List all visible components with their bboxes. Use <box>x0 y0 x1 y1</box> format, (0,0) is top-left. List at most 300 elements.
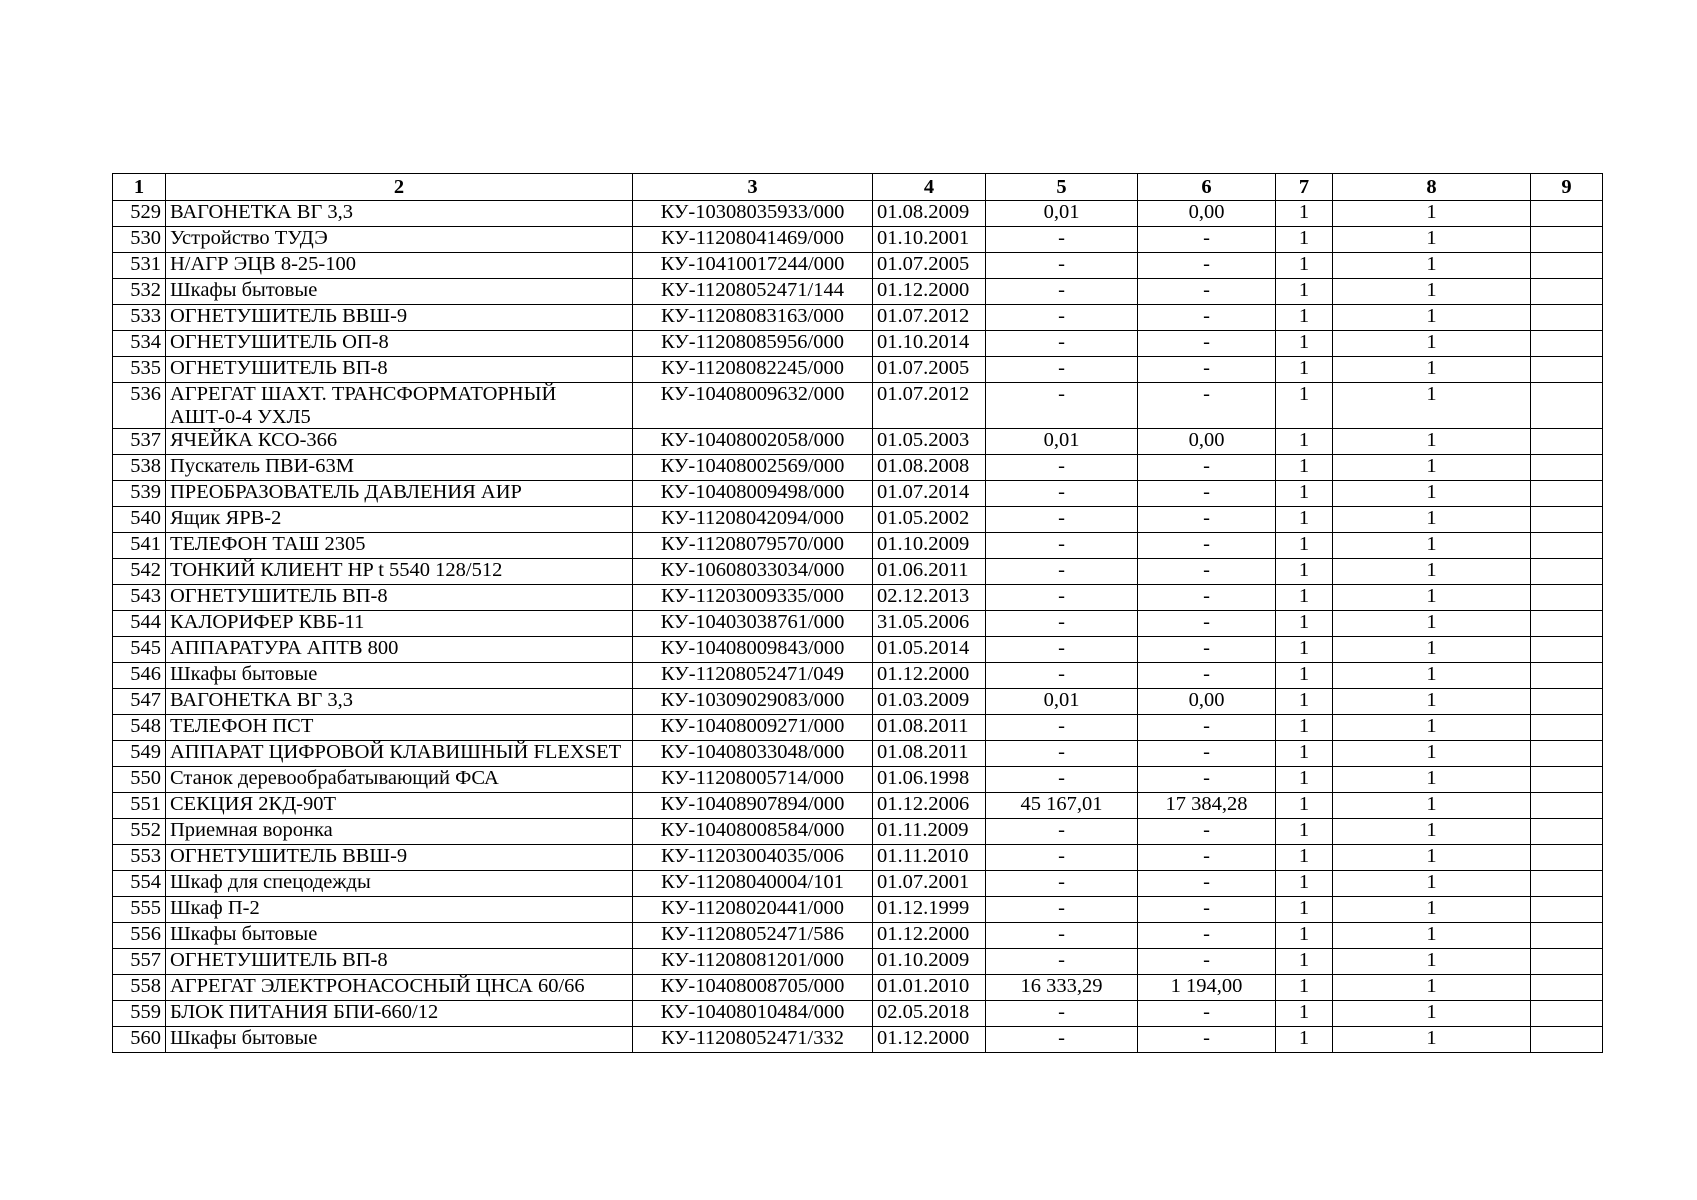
value-col-9 <box>1531 715 1603 741</box>
date-cell: 01.07.2012 <box>873 383 986 429</box>
value-col-8: 1 <box>1333 897 1531 923</box>
inventory-number: КУ-11208040004/101 <box>633 871 873 897</box>
date-cell: 01.08.2011 <box>873 715 986 741</box>
value-col-6: - <box>1138 455 1276 481</box>
item-name: Н/АГР ЭЦВ 8-25-100 <box>166 253 633 279</box>
date-cell: 01.12.2000 <box>873 923 986 949</box>
row-number: 539 <box>113 481 166 507</box>
value-col-6: - <box>1138 871 1276 897</box>
date-cell: 01.12.2000 <box>873 1027 986 1053</box>
inventory-number: КУ-11208005714/000 <box>633 767 873 793</box>
table-row <box>113 533 1603 559</box>
value-col-5: - <box>986 611 1138 637</box>
value-col-7: 1 <box>1276 793 1333 819</box>
item-name: СЕКЦИЯ 2КД-90Т <box>166 793 633 819</box>
row-number: 531 <box>113 253 166 279</box>
inventory-number: КУ-10408009498/000 <box>633 481 873 507</box>
row-number: 532 <box>113 279 166 305</box>
value-col-7: 1 <box>1276 559 1333 585</box>
value-col-5: - <box>986 253 1138 279</box>
inventory-number: КУ-11203009335/000 <box>633 585 873 611</box>
value-col-9 <box>1531 559 1603 585</box>
inventory-number: КУ-10408010484/000 <box>633 1001 873 1027</box>
item-name: Устройство ТУДЭ <box>166 227 633 253</box>
value-col-8: 1 <box>1333 455 1531 481</box>
value-col-5: - <box>986 949 1138 975</box>
item-name: Приемная воронка <box>166 819 633 845</box>
date-cell: 01.11.2010 <box>873 845 986 871</box>
date-cell: 01.07.2001 <box>873 871 986 897</box>
date-cell: 01.10.2001 <box>873 227 986 253</box>
item-name: АППАРАТ ЦИФРОВОЙ КЛАВИШНЫЙ FLEXSET <box>166 741 633 767</box>
value-col-8: 1 <box>1333 279 1531 305</box>
table-row <box>113 305 1603 331</box>
row-number: 545 <box>113 637 166 663</box>
value-col-9 <box>1531 819 1603 845</box>
value-col-7: 1 <box>1276 533 1333 559</box>
inventory-number: КУ-10408009843/000 <box>633 637 873 663</box>
value-col-5: - <box>986 1027 1138 1053</box>
value-col-6: - <box>1138 279 1276 305</box>
inventory-number: КУ-10408907894/000 <box>633 793 873 819</box>
value-col-7: 1 <box>1276 819 1333 845</box>
value-col-6: - <box>1138 663 1276 689</box>
date-cell: 01.06.1998 <box>873 767 986 793</box>
value-col-8: 1 <box>1333 429 1531 455</box>
value-col-5: - <box>986 227 1138 253</box>
value-col-5: - <box>986 357 1138 383</box>
value-col-7: 1 <box>1276 279 1333 305</box>
date-cell: 01.12.2000 <box>873 279 986 305</box>
value-col-9 <box>1531 845 1603 871</box>
table-row <box>113 715 1603 741</box>
inventory-number: КУ-11208082245/000 <box>633 357 873 383</box>
item-name: ПРЕОБРАЗОВАТЕЛЬ ДАВЛЕНИЯ АИР <box>166 481 633 507</box>
row-number: 537 <box>113 429 166 455</box>
value-col-7: 1 <box>1276 741 1333 767</box>
inventory-number: КУ-10408033048/000 <box>633 741 873 767</box>
value-col-5: - <box>986 507 1138 533</box>
table-row <box>113 227 1603 253</box>
value-col-6: - <box>1138 533 1276 559</box>
table-row <box>113 611 1603 637</box>
value-col-7: 1 <box>1276 767 1333 793</box>
inventory-number: КУ-10408008584/000 <box>633 819 873 845</box>
item-name: ТЕЛЕФОН ПСТ <box>166 715 633 741</box>
value-col-6: - <box>1138 819 1276 845</box>
column-header: 4 <box>873 174 986 201</box>
date-cell: 01.07.2014 <box>873 481 986 507</box>
table-row <box>113 663 1603 689</box>
column-header: 6 <box>1138 174 1276 201</box>
value-col-5: - <box>986 383 1138 429</box>
value-col-8: 1 <box>1333 611 1531 637</box>
table-row <box>113 1027 1603 1053</box>
value-col-6: - <box>1138 1027 1276 1053</box>
table-row <box>113 897 1603 923</box>
value-col-9 <box>1531 767 1603 793</box>
value-col-7: 1 <box>1276 663 1333 689</box>
row-number: 556 <box>113 923 166 949</box>
table-row <box>113 429 1603 455</box>
value-col-6: - <box>1138 741 1276 767</box>
inventory-number: КУ-10408009271/000 <box>633 715 873 741</box>
item-name: Шкаф для спецодежды <box>166 871 633 897</box>
item-name: ВАГОНЕТКА ВГ 3,3 <box>166 201 633 227</box>
value-col-7: 1 <box>1276 507 1333 533</box>
value-col-8: 1 <box>1333 637 1531 663</box>
date-cell: 01.07.2005 <box>873 357 986 383</box>
value-col-5: - <box>986 279 1138 305</box>
value-col-5: - <box>986 1001 1138 1027</box>
value-col-6: - <box>1138 585 1276 611</box>
table-row <box>113 689 1603 715</box>
table-body <box>113 201 1603 1053</box>
item-name: ОГНЕТУШИТЕЛЬ ВВШ-9 <box>166 305 633 331</box>
value-col-7: 1 <box>1276 455 1333 481</box>
value-col-6: - <box>1138 611 1276 637</box>
value-col-8: 1 <box>1333 253 1531 279</box>
value-col-5: - <box>986 845 1138 871</box>
value-col-5: 16 333,29 <box>986 975 1138 1001</box>
value-col-5: - <box>986 455 1138 481</box>
value-col-7: 1 <box>1276 897 1333 923</box>
date-cell: 01.12.2006 <box>873 793 986 819</box>
value-col-6: 0,00 <box>1138 201 1276 227</box>
item-name: ОГНЕТУШИТЕЛЬ ОП-8 <box>166 331 633 357</box>
table-row <box>113 975 1603 1001</box>
value-col-9 <box>1531 331 1603 357</box>
value-col-8: 1 <box>1333 793 1531 819</box>
value-col-7: 1 <box>1276 637 1333 663</box>
value-col-9 <box>1531 871 1603 897</box>
row-number: 551 <box>113 793 166 819</box>
header-row <box>113 174 1603 201</box>
column-header: 3 <box>633 174 873 201</box>
item-name: Шкафы бытовые <box>166 923 633 949</box>
row-number: 536 <box>113 383 166 429</box>
value-col-5: - <box>986 767 1138 793</box>
value-col-8: 1 <box>1333 715 1531 741</box>
value-col-6: 0,00 <box>1138 689 1276 715</box>
value-col-8: 1 <box>1333 1027 1531 1053</box>
value-col-9 <box>1531 897 1603 923</box>
row-number: 535 <box>113 357 166 383</box>
item-name: ОГНЕТУШИТЕЛЬ ВП-8 <box>166 585 633 611</box>
value-col-9 <box>1531 357 1603 383</box>
inventory-number: КУ-10408008705/000 <box>633 975 873 1001</box>
value-col-6: 0,00 <box>1138 429 1276 455</box>
item-name: Ящик ЯРВ-2 <box>166 507 633 533</box>
value-col-7: 1 <box>1276 357 1333 383</box>
item-name: КАЛОРИФЕР КВБ-11 <box>166 611 633 637</box>
item-name: АППАРАТУРА АПТВ 800 <box>166 637 633 663</box>
date-cell: 01.05.2014 <box>873 637 986 663</box>
value-col-5: - <box>986 923 1138 949</box>
value-col-7: 1 <box>1276 949 1333 975</box>
value-col-8: 1 <box>1333 357 1531 383</box>
row-number: 530 <box>113 227 166 253</box>
value-col-5: 0,01 <box>986 429 1138 455</box>
value-col-9 <box>1531 201 1603 227</box>
value-col-9 <box>1531 949 1603 975</box>
date-cell: 01.10.2014 <box>873 331 986 357</box>
value-col-9 <box>1531 455 1603 481</box>
value-col-6: - <box>1138 331 1276 357</box>
value-col-6: 17 384,28 <box>1138 793 1276 819</box>
value-col-5: - <box>986 819 1138 845</box>
value-col-6: - <box>1138 715 1276 741</box>
value-col-9 <box>1531 975 1603 1001</box>
inventory-number: КУ-11208020441/000 <box>633 897 873 923</box>
date-cell: 01.05.2003 <box>873 429 986 455</box>
row-number: 554 <box>113 871 166 897</box>
table-row <box>113 507 1603 533</box>
table-row <box>113 767 1603 793</box>
row-number: 540 <box>113 507 166 533</box>
row-number: 560 <box>113 1027 166 1053</box>
table-row <box>113 585 1603 611</box>
value-col-6: - <box>1138 507 1276 533</box>
row-number: 549 <box>113 741 166 767</box>
item-name: ЯЧЕЙКА КСО-366 <box>166 429 633 455</box>
value-col-5: 45 167,01 <box>986 793 1138 819</box>
value-col-7: 1 <box>1276 845 1333 871</box>
value-col-9 <box>1531 429 1603 455</box>
value-col-7: 1 <box>1276 715 1333 741</box>
value-col-8: 1 <box>1333 819 1531 845</box>
value-col-9 <box>1531 585 1603 611</box>
date-cell: 02.05.2018 <box>873 1001 986 1027</box>
value-col-8: 1 <box>1333 383 1531 429</box>
date-cell: 01.08.2011 <box>873 741 986 767</box>
item-name: Шкаф П-2 <box>166 897 633 923</box>
value-col-7: 1 <box>1276 305 1333 331</box>
value-col-5: - <box>986 559 1138 585</box>
value-col-7: 1 <box>1276 611 1333 637</box>
table-row <box>113 871 1603 897</box>
table-row <box>113 559 1603 585</box>
value-col-7: 1 <box>1276 689 1333 715</box>
row-number: 538 <box>113 455 166 481</box>
row-number: 559 <box>113 1001 166 1027</box>
value-col-8: 1 <box>1333 845 1531 871</box>
item-name: ТЕЛЕФОН ТАШ 2305 <box>166 533 633 559</box>
inventory-number: КУ-11208042094/000 <box>633 507 873 533</box>
value-col-6: - <box>1138 253 1276 279</box>
table-row <box>113 949 1603 975</box>
inventory-number: КУ-11203004035/006 <box>633 845 873 871</box>
value-col-8: 1 <box>1333 305 1531 331</box>
value-col-9 <box>1531 305 1603 331</box>
date-cell: 01.12.1999 <box>873 897 986 923</box>
date-cell: 01.12.2000 <box>873 663 986 689</box>
value-col-6: 1 194,00 <box>1138 975 1276 1001</box>
value-col-9 <box>1531 611 1603 637</box>
value-col-7: 1 <box>1276 383 1333 429</box>
value-col-9 <box>1531 689 1603 715</box>
value-col-8: 1 <box>1333 481 1531 507</box>
table-row <box>113 637 1603 663</box>
value-col-5: - <box>986 871 1138 897</box>
date-cell: 01.10.2009 <box>873 533 986 559</box>
value-col-8: 1 <box>1333 923 1531 949</box>
row-number: 541 <box>113 533 166 559</box>
inventory-number: КУ-10408002058/000 <box>633 429 873 455</box>
row-number: 533 <box>113 305 166 331</box>
value-col-9 <box>1531 1027 1603 1053</box>
value-col-6: - <box>1138 559 1276 585</box>
table-row <box>113 331 1603 357</box>
row-number: 555 <box>113 897 166 923</box>
table-row <box>113 793 1603 819</box>
value-col-9 <box>1531 383 1603 429</box>
value-col-8: 1 <box>1333 227 1531 253</box>
item-name: ОГНЕТУШИТЕЛЬ ВП-8 <box>166 357 633 383</box>
value-col-7: 1 <box>1276 923 1333 949</box>
value-col-8: 1 <box>1333 559 1531 585</box>
value-col-5: 0,01 <box>986 201 1138 227</box>
inventory-number: КУ-11208085956/000 <box>633 331 873 357</box>
value-col-8: 1 <box>1333 767 1531 793</box>
value-col-5: - <box>986 715 1138 741</box>
value-col-9 <box>1531 663 1603 689</box>
date-cell: 01.11.2009 <box>873 819 986 845</box>
table-row <box>113 481 1603 507</box>
value-col-6: - <box>1138 845 1276 871</box>
row-number: 543 <box>113 585 166 611</box>
value-col-5: 0,01 <box>986 689 1138 715</box>
item-name: ОГНЕТУШИТЕЛЬ ВП-8 <box>166 949 633 975</box>
table-row <box>113 1001 1603 1027</box>
value-col-6: - <box>1138 923 1276 949</box>
value-col-9 <box>1531 507 1603 533</box>
table-row <box>113 923 1603 949</box>
item-name: БЛОК ПИТАНИЯ БПИ-660/12 <box>166 1001 633 1027</box>
row-number: 542 <box>113 559 166 585</box>
table-row <box>113 201 1603 227</box>
date-cell: 01.06.2011 <box>873 559 986 585</box>
item-name: ВАГОНЕТКА ВГ 3,3 <box>166 689 633 715</box>
table-row <box>113 383 1603 429</box>
value-col-5: - <box>986 533 1138 559</box>
item-name: АГРЕГАТ ШАХТ. ТРАНСФОРМАТОРНЫЙ АШТ-0-4 УХЛ5 <box>166 383 633 429</box>
item-name: Шкафы бытовые <box>166 279 633 305</box>
inventory-number: КУ-11208081201/000 <box>633 949 873 975</box>
value-col-8: 1 <box>1333 585 1531 611</box>
date-cell: 01.05.2002 <box>873 507 986 533</box>
inventory-number: КУ-10308035933/000 <box>633 201 873 227</box>
value-col-5: - <box>986 481 1138 507</box>
inventory-number: КУ-11208041469/000 <box>633 227 873 253</box>
value-col-7: 1 <box>1276 481 1333 507</box>
value-col-5: - <box>986 663 1138 689</box>
date-cell: 01.10.2009 <box>873 949 986 975</box>
value-col-8: 1 <box>1333 689 1531 715</box>
value-col-6: - <box>1138 305 1276 331</box>
value-col-5: - <box>986 331 1138 357</box>
inventory-table <box>112 173 1603 1053</box>
value-col-9 <box>1531 793 1603 819</box>
value-col-5: - <box>986 897 1138 923</box>
value-col-7: 1 <box>1276 331 1333 357</box>
row-number: 544 <box>113 611 166 637</box>
value-col-9 <box>1531 279 1603 305</box>
value-col-5: - <box>986 741 1138 767</box>
table-row <box>113 279 1603 305</box>
inventory-number: КУ-11208052471/049 <box>633 663 873 689</box>
row-number: 529 <box>113 201 166 227</box>
value-col-8: 1 <box>1333 741 1531 767</box>
table-row <box>113 845 1603 871</box>
item-name: Станок деревообрабатывающий ФСА <box>166 767 633 793</box>
column-header: 8 <box>1333 174 1531 201</box>
inventory-number: КУ-10403038761/000 <box>633 611 873 637</box>
value-col-9 <box>1531 227 1603 253</box>
column-header: 7 <box>1276 174 1333 201</box>
value-col-7: 1 <box>1276 1001 1333 1027</box>
value-col-6: - <box>1138 897 1276 923</box>
column-header: 9 <box>1531 174 1603 201</box>
value-col-6: - <box>1138 383 1276 429</box>
item-name: Шкафы бытовые <box>166 1027 633 1053</box>
row-number: 553 <box>113 845 166 871</box>
value-col-8: 1 <box>1333 201 1531 227</box>
date-cell: 01.07.2005 <box>873 253 986 279</box>
inventory-number: КУ-10410017244/000 <box>633 253 873 279</box>
value-col-7: 1 <box>1276 871 1333 897</box>
inventory-number: КУ-10408009632/000 <box>633 383 873 429</box>
item-name: Пускатель ПВИ-63М <box>166 455 633 481</box>
value-col-6: - <box>1138 227 1276 253</box>
value-col-7: 1 <box>1276 227 1333 253</box>
inventory-number: КУ-11208052471/144 <box>633 279 873 305</box>
table-row <box>113 455 1603 481</box>
table-row <box>113 819 1603 845</box>
inventory-number: КУ-11208079570/000 <box>633 533 873 559</box>
item-name: Шкафы бытовые <box>166 663 633 689</box>
value-col-9 <box>1531 481 1603 507</box>
item-name: ОГНЕТУШИТЕЛЬ ВВШ-9 <box>166 845 633 871</box>
date-cell: 31.05.2006 <box>873 611 986 637</box>
value-col-8: 1 <box>1333 975 1531 1001</box>
value-col-9 <box>1531 1001 1603 1027</box>
value-col-8: 1 <box>1333 663 1531 689</box>
value-col-6: - <box>1138 357 1276 383</box>
table-row <box>113 741 1603 767</box>
value-col-7: 1 <box>1276 201 1333 227</box>
value-col-8: 1 <box>1333 1001 1531 1027</box>
value-col-7: 1 <box>1276 585 1333 611</box>
value-col-5: - <box>986 305 1138 331</box>
date-cell: 01.07.2012 <box>873 305 986 331</box>
value-col-9 <box>1531 637 1603 663</box>
value-col-9 <box>1531 923 1603 949</box>
value-col-8: 1 <box>1333 331 1531 357</box>
date-cell: 01.03.2009 <box>873 689 986 715</box>
row-number: 558 <box>113 975 166 1001</box>
table-row <box>113 253 1603 279</box>
value-col-5: - <box>986 637 1138 663</box>
column-header: 2 <box>166 174 633 201</box>
inventory-number: КУ-10309029083/000 <box>633 689 873 715</box>
inventory-number: КУ-11208052471/586 <box>633 923 873 949</box>
row-number: 552 <box>113 819 166 845</box>
row-number: 534 <box>113 331 166 357</box>
value-col-7: 1 <box>1276 975 1333 1001</box>
column-header: 5 <box>986 174 1138 201</box>
value-col-6: - <box>1138 481 1276 507</box>
